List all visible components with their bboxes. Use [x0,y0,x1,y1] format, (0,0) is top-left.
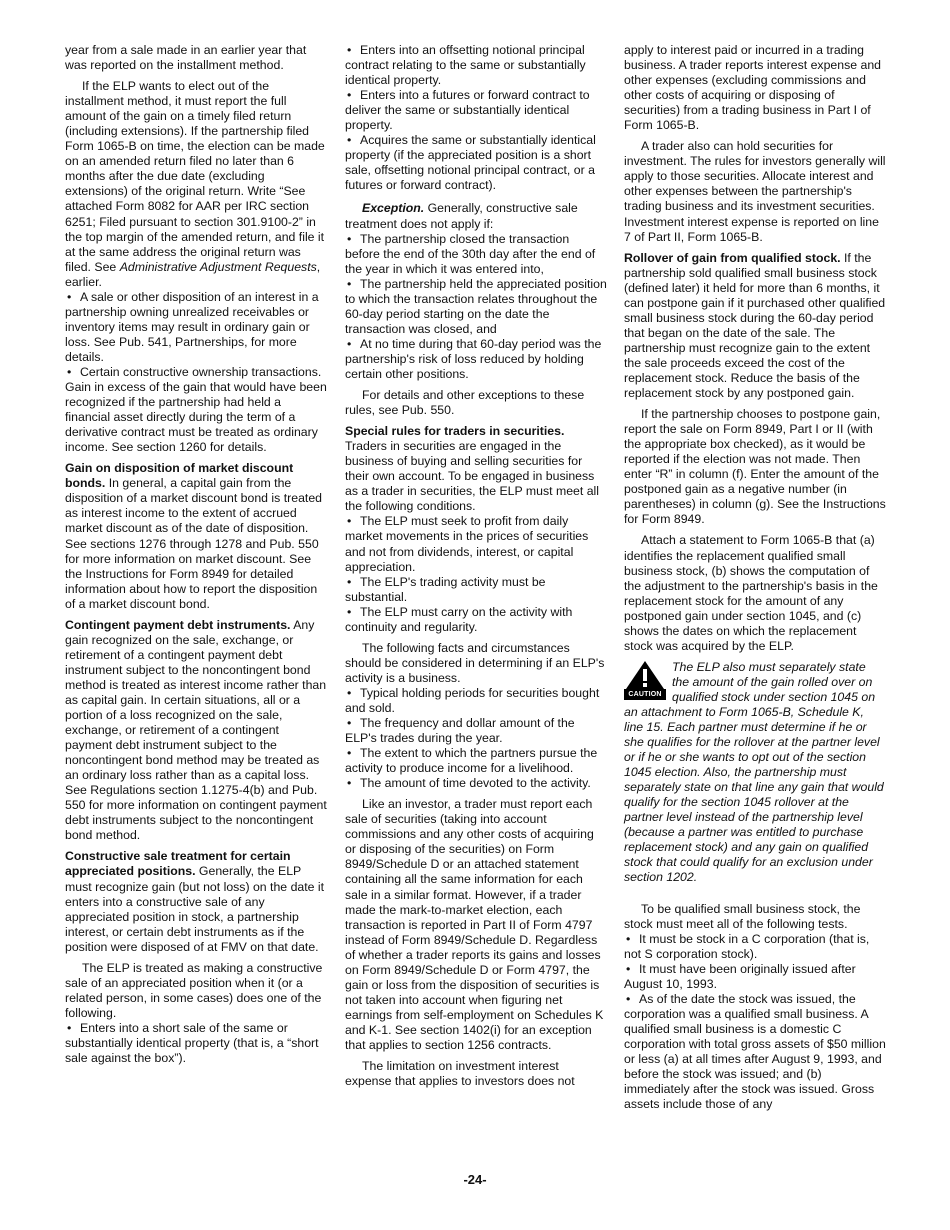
list-item: • The frequency and dollar amount of the ELP's trades during the year. [345,716,575,746]
exception-paragraph: Exception. Generally, constructive sale treatment does not apply if: [345,201,578,231]
list-item: • Enters into a futures or forward contract to deliver the same or substantially identical property. [345,88,590,133]
list-item: • The partnership held the appreciated position to which the transaction relates throughout the 60-day period starting on the date the transaction was closed, and [345,276,607,336]
paragraph: To be qualified small business stock, the stock must meet all of the following tests. [624,901,861,931]
paragraph: A trader also can hold securities for investment. The rules for investors generally will apply to those securities. Allocate interest and other expenses between the partnership's trading business and its investment securities. Investment interest expense is reported on line 7 of Part II, Form 1065-B. [624,139,886,244]
paragraph: The ELP is treated as making a constructive sale of an appreciated position when it (or a related person, in some cases) does one of the following. [65,960,323,1020]
section-market-discount: Gain on disposition of market discount bonds. In general, a capital gain from the disposition of a market discount bond is treated as interest income to the extent of accrued market discount as of the date of disposition. See sections 1276 through 1278 and Pub. 550 for more information on market discount. See the Instructions for Form 8949 for detailed information about how to report the disposition of a market discount bond. [65,461,323,611]
paragraph: If the partnership chooses to postpone gain, report the sale on Form 8949, Part I or II (with the appropriate box checked), as it would be reported if the election was not made. Then enter “R” in column (f). Enter the amount of the postponed gain as a negative number (in parentheses) in column (g). See the Instructions for Form 8949. [624,407,886,527]
paragraph: If the ELP wants to elect out of the installment method, it must report the full amount of the gain on a timely filed return (including extensions). If the partnership filed Form 1065-B on time, the election can be made on an amended return filed no later than 6 months after the due date (excluding extensions) of the original return. Write “See attached Form 8082 for AAR per IRC section 6251; Filed pursuant to section 301.9100-2” in the top margin of the amended return, and file it at the same address the original return was filed. See Administrative Adjustment Requests, earlier. [65,79,325,289]
list-item: • The extent to which the partners pursue the activity to produce income for a livelihood. [345,746,598,776]
list-item: • Enters into an offsetting notional principal contract relating to the same or substantially identical property. [345,43,586,88]
paragraph: The limitation on investment interest expense that applies to investors does not [345,1059,575,1089]
list-item: • It must be stock in a C corporation (that is, not S corporation stock). [624,931,870,961]
caution-icon [624,660,666,700]
page-number: -24- [463,1172,487,1187]
caution-text: The ELP also must separately state the amount of the gain rolled over on qualified stock under section 1045 on an attachment to Form 1065-B, Schedule K, line 15. Each partner must determine if he or she qualifies for the rollover at the partner level or if he or she wants to opt out of the section 1045 election. Also, the partnership must separately state on that line any gain that would qualify for the section 1045 rollover at the partner level instead of the partnership level (because a partner was entitled to purchase replacement stock) and any gain on qualified stock that could qualify for an exclusion under section 1202. [624,659,884,885]
paragraph: Attach a statement to Form 1065-B that (a) identifies the replacement qualified small business stock, (b) shows the computation of the adjustment to the partnership's basis in the replacement stock for the amount of any postponed gain under section 1045, and (c) shows the dates on which the replacement stock was acquired by the ELP. [624,533,878,653]
list-item: • A sale or other disposition of an interest in a partnership owning unrealized receivables or inventory items may result in ordinary gain or loss. See Pub. 541, Partnerships, for more details. [65,289,319,364]
list-item: • As of the date the stock was issued, the corporation was a qualified small business. A qualified small business is a domestic C corporation with total gross assets of $50 million or less (a) at all times after August 9, 1993, and before the stock was issued; and (b) immediately after the stock was issued. Gross assets include those of any [624,991,886,1112]
paragraph: The following facts and circumstances should be considered in determining if an ELP's activity is a business. [345,640,605,685]
column-3 [624,43,886,1112]
list-item: • Typical holding periods for securities bought and sold. [345,685,600,715]
section-traders: Special rules for traders in securities. Traders in securities are engaged in the business of buying and selling securities for their own account. To be engaged in business as a trader in securities, the ELP must meet all the following conditions. [345,424,600,514]
paragraph: apply to interest paid or incurred in a trading business. A trader reports interest expense and other expenses (excluding commissions and other costs of acquiring or disposing of securities) from a trading business in Part I of Form 1065-B. [624,43,882,133]
paragraph: year from a sale made in an earlier year that was reported on the installment method. [65,43,307,73]
caution-label: CAUTION [624,689,666,700]
list-item: • The ELP must carry on the activity with continuity and regularity. [345,604,573,634]
list-item: • Acquires the same or substantially identical property (if the appreciated position is a short sale, offsetting notional principal contract, or a futures or forward contract). [345,133,596,193]
paragraph: For details and other exceptions to these rules, see Pub. 550. [345,388,585,418]
list-item: • Certain constructive ownership transactions. Gain in excess of the gain that would have been recognized if the partnership had held a financial asset directly during the term of a derivative contract must be treated as ordinary income. See section 1260 for details. [65,364,327,455]
list-item: • The ELP's trading activity must be substantial. [345,574,546,604]
paragraph: Like an investor, a trader must report each sale of securities (taking into account commissions and any other costs of acquiring or disposing of the securities) on Form 8949/Schedule D or an attached statement containing all the same information for each sale in a similar format. However, if a trader made the mark-to-market election, each transaction is reported in Part II of Form 4797 instead of Form 8949/Schedule D. Regardless of whether a trader reports its gains and losses on Form 8949/Schedule D or Form 4797, the gain or loss from the disposition of securities is not taken into account when figuring net earnings from self-employment on Schedules K and K-1. See section 1402(i) for an exception that applies to section 1256 contracts. [345,797,604,1052]
section-contingent-payment: Contingent payment debt instruments. Any gain recognized on the sale, exchange, or retirement of a contingent payment debt instrument subject to the noncontingent bond method is treated as interest income rather than as capital gain. In certain situations, all or a portion of a loss recognized on the sale, exchange, or retirement of a contingent payment debt instrument subject to the noncontingent bond method may be treated as an ordinary loss rather than as a capital loss. See Regulations section 1.1275-4(b) and Pub. 550 for more information on contingent payment debt instruments subject to the noncontingent bond method. [65,617,327,843]
list-item: • Enters into a short sale of the same or substantially identical property (that is, a “short sale against the box”). [65,1020,319,1066]
column-1 [65,43,327,1066]
list-item: • At no time during that 60-day period was the partnership's risk of loss reduced by holding certain other positions. [345,336,602,381]
section-constructive-sale: Constructive sale treatment for certain appreciated positions. Generally, the ELP must recognize gain (but not loss) on the date it enters into a constructive sale of any appreciated position in stock, a partnership interest, or certain debt instruments as if the position were disposed of at FMV on that date. [65,849,325,954]
caution-note [624,660,886,886]
list-item: • It must have been originally issued after August 10, 1993. [624,961,856,991]
list-item: • The partnership closed the transaction before the end of the 30th day after the end of the year in which it was entered into, [345,231,596,276]
section-rollover: Rollover of gain from qualified stock. If the partnership sold qualified small business stock (defined later) it held for more than 6 months, it can postpone gain if it purchased other qualified small business stock during the 60-day period that began on the date of the sale. The partnership must recognize gain to the extent the sale proceeds exceed the cost of the replacement stock. Reduce the basis of the replacement stock by any postponed gain. [624,250,886,401]
list-item: • The amount of time devoted to the activity. [347,776,591,791]
list-item: • The ELP must seek to profit from daily market movements in the prices of securities and not from dividends, interest, or capital appreciation. [345,514,589,574]
column-2 [345,43,607,1089]
